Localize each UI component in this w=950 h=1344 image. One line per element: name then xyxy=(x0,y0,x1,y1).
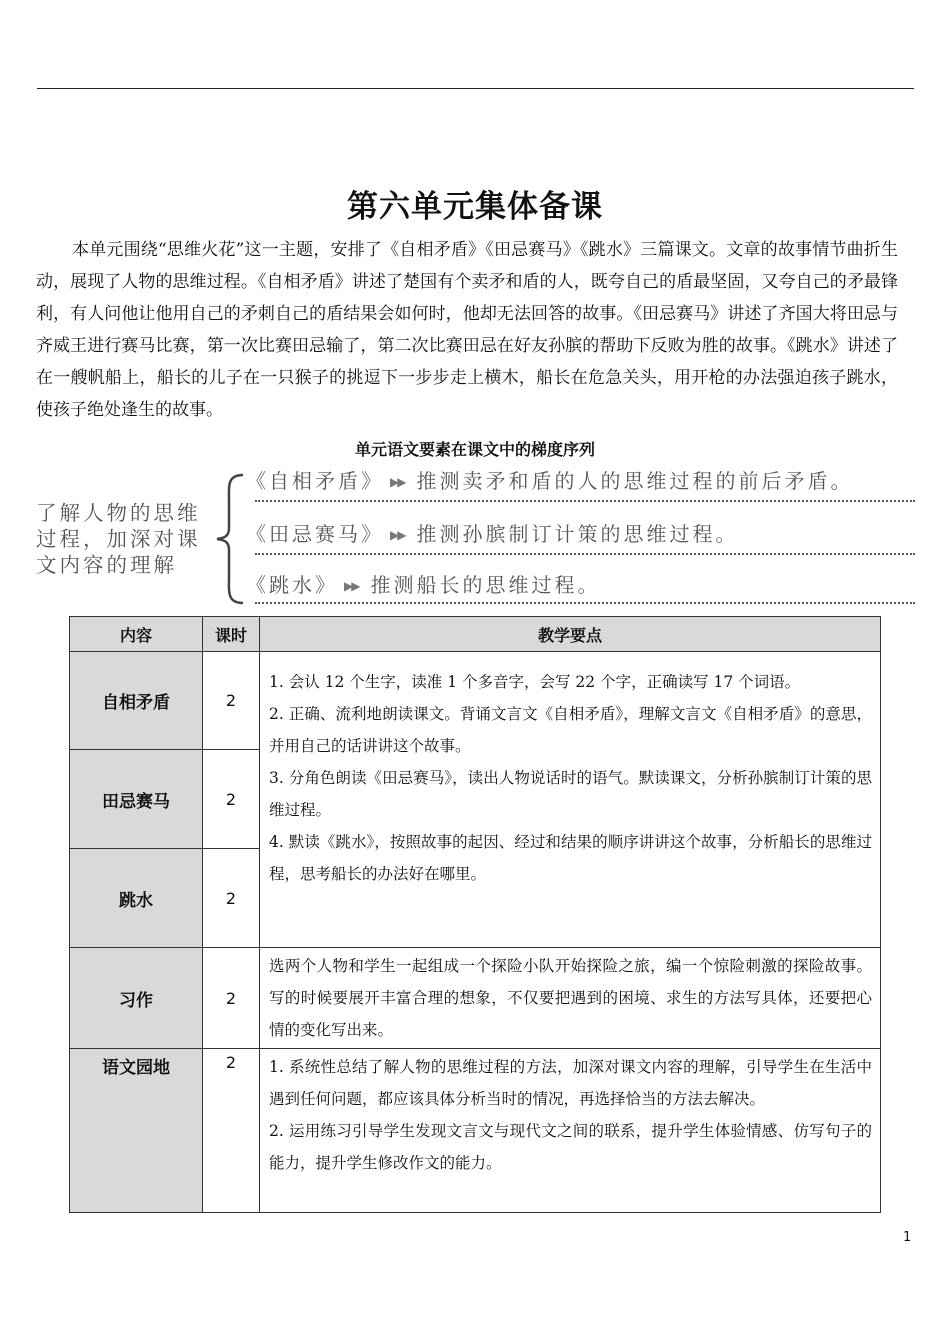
ladder-heading: 单元语文要素在课文中的梯度序列 xyxy=(354,440,595,459)
ladder-row xyxy=(246,465,853,494)
lesson-name: 跳水 xyxy=(70,849,203,948)
point-item: 1. 会认 12 个生字，读准 1 个多音字，会写 22 个字，正确读写 17 个词语。 xyxy=(269,673,801,691)
ladder-row xyxy=(246,518,738,547)
lesson-hours: 2 xyxy=(203,948,260,1049)
teaching-points xyxy=(260,948,881,1049)
point-item: 1. 系统性总结了解人物的思维过程的方法，加深对课文内容的理解，引导学生在生活中遇到任何问题，都应该具体分析当时的情况，再选择恰当的方法去解决。 xyxy=(269,1058,872,1108)
table-row xyxy=(70,1049,881,1213)
lesson-name: 自相矛盾 xyxy=(70,652,203,750)
point-item: 4. 默读《跳水》，按照故事的起因、经过和结果的顺序讲讲这个故事，分析船长的思维过程，思考船长的办法好在哪里。 xyxy=(269,833,872,883)
ladder-lesson: 《跳水》 xyxy=(246,573,338,597)
lesson-hours: 2 xyxy=(203,652,260,750)
lesson-hours: 2 xyxy=(203,849,260,948)
ladder-goal: 了解人物的思维过程，加深对课文内容的理解 xyxy=(36,501,201,577)
point-item: 2. 正确、流利地朗读课文。背诵文言文《自相矛盾》，理解文言文《自相矛盾》的意思，并用自己的话讲讲这个故事。 xyxy=(269,705,872,755)
lesson-hours: 2 xyxy=(203,750,260,849)
header-points: 教学要点 xyxy=(260,617,881,652)
table-header-row xyxy=(70,617,881,652)
header-content: 内容 xyxy=(70,617,203,652)
ladder-point: 推测孙膑制订计策的思维过程。 xyxy=(416,522,739,546)
lesson-hours: 2 xyxy=(203,1049,260,1213)
ladder-lesson: 《田忌赛马》 xyxy=(246,522,384,546)
teaching-points xyxy=(260,652,881,948)
dotted-divider xyxy=(255,602,915,604)
lesson-name: 语文园地 xyxy=(70,1049,203,1213)
lesson-name: 田忌赛马 xyxy=(70,750,203,849)
brace-icon xyxy=(213,472,247,606)
point-item: 3. 分角色朗读《田忌赛马》，读出人物说话时的语气。默读课文，分析孙膑制订计策的思维过程。 xyxy=(269,769,872,819)
point-item: 2. 运用练习引导学生发现文言文与现代文之间的联系，提升学生体验情感、仿写句子的能力，提升学生修改作文的能力。 xyxy=(269,1122,872,1172)
table-row xyxy=(70,948,881,1049)
header-rule xyxy=(37,88,914,89)
ladder-point: 推测卖矛和盾的人的思维过程的前后矛盾。 xyxy=(416,469,854,493)
double-arrow-icon: ▶▶ xyxy=(344,579,359,593)
teaching-points xyxy=(260,1049,881,1213)
ladder-lesson: 《自相矛盾》 xyxy=(246,469,384,493)
page-title: 第六单元集体备课 xyxy=(347,189,603,225)
ladder-point: 推测船长的思维过程。 xyxy=(370,573,601,597)
page-number: 1 xyxy=(903,1230,912,1245)
ladder-row xyxy=(246,569,600,598)
lesson-plan-table xyxy=(69,616,881,1213)
dotted-divider xyxy=(255,500,915,502)
header-hours: 课时 xyxy=(203,617,260,652)
intro-paragraph: 本单元围绕“思维火花”这一主题，安排了《自相矛盾》《田忌赛马》《跳水》三篇课文。文章的故事情节曲折生动，展现了人物的思维过程。《自相矛盾》讲述了楚国有个卖矛和盾的人，既夸自己的盾最坚固，又夸自己的矛最锋利，有人问他让他用自己的矛刺自己的盾结果会如何时，他却无法回答的故事。《田忌赛马》讲述了齐国大将田忌与齐威王进行赛马比赛，第一次比赛田忌输了，第二次比赛田忌在好友孙膑的帮助下反败为胜的故事。《跳水》讲述了在一艘帆船上，船长的儿子在一只猴子的挑逗下一步步走上横木，船长在危急关头，用开枪的办法强迫孩子跳水，使孩子绝处逢生的故事。 xyxy=(36,240,898,420)
point-item: 选两个人物和学生一起组成一个探险小队开始探险之旅，编一个惊险刺激的探险故事。写的时候要展开丰富合理的想象，不仅要把遇到的困境、求生的方法写具体，还要把心情的变化写出来。 xyxy=(269,957,872,1039)
double-arrow-icon: ▶▶ xyxy=(390,475,405,489)
dotted-divider xyxy=(255,553,915,555)
lesson-name: 习作 xyxy=(70,948,203,1049)
table-row xyxy=(70,652,881,750)
double-arrow-icon: ▶▶ xyxy=(390,528,405,542)
